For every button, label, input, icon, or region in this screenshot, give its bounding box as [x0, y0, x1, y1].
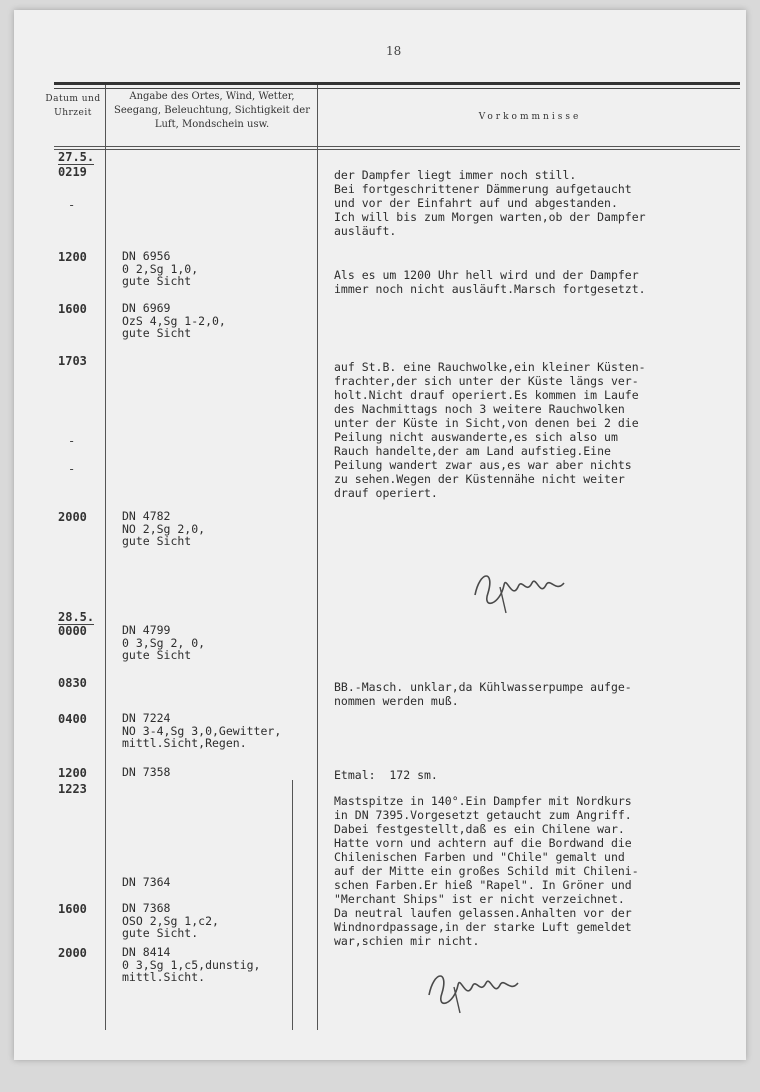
time-1600: 1600 [58, 302, 87, 316]
header-top-rule-thin [54, 88, 740, 89]
time-1223: 1223 [58, 782, 87, 796]
position-entry: DN 4799 0 3,Sg 2, 0, gute Sicht [122, 623, 206, 662]
logbook-page [14, 10, 746, 1060]
header-location-weather: Angabe des Ortes, Wind, Wetter, Seegang, Beleuchtung, Sichtigkeit der Luft, Mondschein usw. [114, 91, 310, 130]
time-0219: 0219 [58, 165, 87, 179]
position-entry: DN 6969 OzS 4,Sg 1-2,0, gute Sicht [122, 301, 226, 340]
dash-mark: - [68, 198, 76, 212]
date-27-5: 27.5. [58, 150, 95, 164]
position-entry: DN 7358 [122, 765, 171, 779]
page-number: 18 [386, 44, 402, 58]
position-entry: DN 4782 NO 2,Sg 2,0, gute Sicht [122, 509, 206, 548]
time-0830: 0830 [58, 676, 87, 690]
position-entry: DN 8414 0 3,Sg 1,c5,dunstig, mittl.Sicht. [122, 945, 261, 984]
time-1600b: 1600 [58, 902, 87, 916]
header-events: Vorkommnisse [478, 112, 582, 122]
event-entry: Etmal: 172 sm. [334, 768, 438, 782]
position-entry: DN 7224 NO 3-4,Sg 3,0,Gewitter, mittl.Sicht,Regen. [122, 711, 282, 750]
handwritten-signature [424, 965, 524, 1021]
handwritten-signature [470, 565, 570, 621]
time-2000: 2000 [58, 510, 87, 524]
event-entry: der Dampfer liegt immer noch still. Bei fortgeschrittener Dämmerung aufgetaucht und vor der Einfahrt auf und abgestanden. Ich will bis zum Morgen warten,ob der Dampfer ausläuft. [334, 168, 646, 238]
position-entry: DN 7368 OSO 2,Sg 1,c2, gute Sicht. [122, 901, 219, 940]
column-divider-2 [317, 85, 318, 1030]
header-date-time: Datum und Uhrzeit [45, 94, 101, 118]
time-1703: 1703 [58, 354, 87, 368]
time-1200: 1200 [58, 250, 87, 264]
event-entry: Als es um 1200 Uhr hell wird und der Dampfer immer noch nicht ausläuft.Marsch fortgesetzt. [334, 268, 646, 296]
time-1200b: 1200 [58, 766, 87, 780]
header-bottom-rule-2 [54, 149, 740, 150]
position-entry: DN 7364 [122, 875, 171, 889]
time-0000: 0000 [58, 624, 87, 638]
dash-mark: - [68, 462, 76, 476]
position-entry: DN 6956 0 2,Sg 1,0, gute Sicht [122, 249, 199, 288]
time-2000b: 2000 [58, 946, 87, 960]
inner-divider [292, 780, 293, 1030]
column-divider-1 [105, 85, 106, 1030]
dash-mark: - [68, 434, 76, 448]
event-entry: auf St.B. eine Rauchwolke,ein kleiner Küsten- frachter,der sich unter der Küste längs ver- holt.Nicht drauf operiert.Es kommen im Laufe des Nachmittags noch 3 weitere Rauchwolken unter der Küste in Sicht,von denen bei 2 die Peilung nicht auswanderte,es sich also um Rauch handelte,der am Land aufstieg.Eine Peilung wandert zwar aus,es war aber nichts zu sehen.Wegen der Küstennähe nicht weiter drauf operiert. [334, 360, 646, 500]
time-0400: 0400 [58, 712, 87, 726]
header-top-rule [54, 82, 740, 85]
header-bottom-rule [54, 146, 740, 147]
event-entry: BB.-Masch. unklar,da Kühlwasserpumpe aufge- nommen werden muß. [334, 680, 632, 708]
date-28-5: 28.5. [58, 610, 95, 624]
event-entry: Mastspitze in 140°.Ein Dampfer mit Nordkurs in DN 7395.Vorgesetzt getaucht zum Angriff. Dabei festgestellt,daß es ein Chilene war. Hatte vorn und achtern auf die Bordwand die Chilenischen Farben und "Chile" gemalt und auf der Mitte ein großes Schild mit Chileni- schen Farben.Er hieß "Rapel". In Gröner und "Merchant Ships" ist er nicht verzeichnet. Da neutral laufen gelassen.Anhalten vor der Windnordpassage,in der starke Luft gemeldet war,schien mir nicht. [334, 794, 639, 948]
